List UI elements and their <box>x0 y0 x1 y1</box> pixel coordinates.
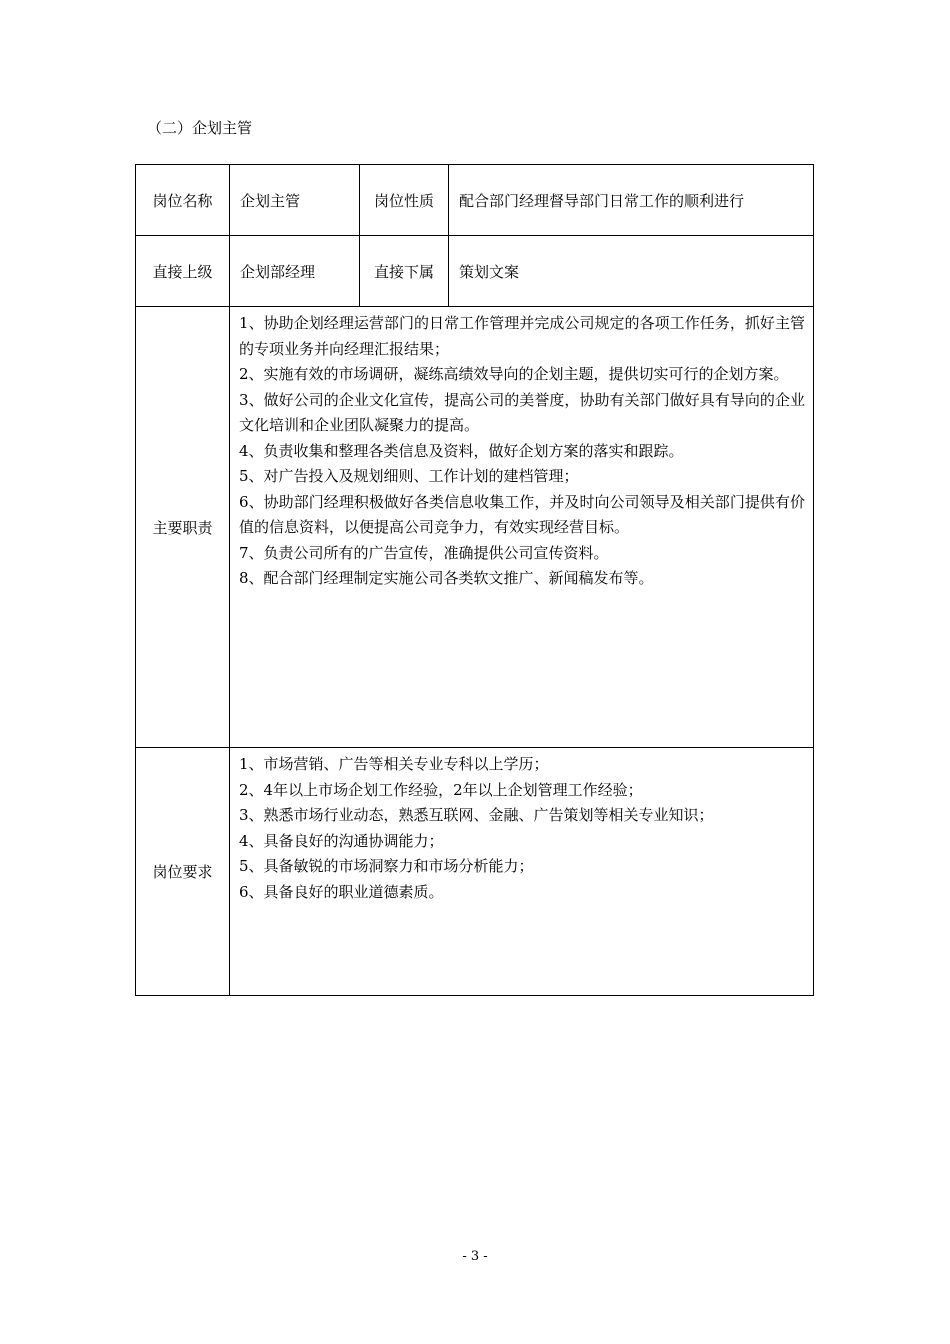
value-position-nature: 配合部门经理督导部门日常工作的顺利进行 <box>449 165 814 236</box>
label-requirements: 岗位要求 <box>136 748 230 996</box>
value-position-name: 企划主管 <box>230 165 360 236</box>
section-title: （二）企划主管 <box>147 119 253 137</box>
list-item: 6、具备良好的职业道德素质。 <box>239 882 444 901</box>
list-item: 7、负责公司所有的广告宣传，准确提供公司宣传资料。 <box>239 543 609 562</box>
list-item: 5、对广告投入及规划细则、工作计划的建档管理； <box>239 467 579 485</box>
requirements-cell <box>230 748 814 996</box>
list-item: 2、实施有效的市场调研，凝练高绩效导向的企划主题，提供切实可行的企划方案。 <box>239 365 789 383</box>
duties-cell <box>230 307 814 748</box>
value-direct-subordinate: 策划文案 <box>449 236 814 307</box>
duties-list <box>239 311 805 592</box>
label-direct-superior: 直接上级 <box>136 236 230 307</box>
requirements-list <box>239 752 805 905</box>
table-row-requirements <box>136 748 814 996</box>
list-item: 4、负责收集和整理各类信息及资料，做好企划方案的落实和跟踪。 <box>239 441 684 460</box>
list-item: 1、市场营销、广告等相关专业专科以上学历； <box>239 755 549 773</box>
label-position-nature: 岗位性质 <box>360 165 449 236</box>
table-row <box>136 165 814 236</box>
page-number: - 3 - <box>462 1249 488 1264</box>
table-row-duties <box>136 307 814 748</box>
table-row <box>136 236 814 307</box>
list-item: 5、具备敏锐的市场洞察力和市场分析能力； <box>239 857 534 875</box>
value-direct-superior: 企划部经理 <box>230 236 360 307</box>
label-direct-subordinate: 直接下属 <box>360 236 449 307</box>
label-position-name: 岗位名称 <box>136 165 230 236</box>
list-item: 3、做好公司的企业文化宣传，提高公司的美誉度，协助有关部门做好具有导向的企业文化培训和企业团队凝聚力的提高。 <box>239 390 805 434</box>
list-item: 3、熟悉市场行业动态，熟悉互联网、金融、广告策划等相关专业知识； <box>239 806 714 824</box>
list-item: 8、配合部门经理制定实施公司各类软文推广、新闻稿发布等。 <box>239 569 654 587</box>
list-item: 2、4年以上市场企划工作经验，2年以上企划管理工作经验； <box>239 780 643 799</box>
list-item: 4、具备良好的沟通协调能力； <box>239 831 444 850</box>
list-item: 1、协助企划经理运营部门的日常工作管理并完成公司规定的各项工作任务，抓好主管的专项业务并向经理汇报结果； <box>239 314 805 358</box>
job-description-table <box>135 164 814 996</box>
list-item: 6、协助部门经理积极做好各类信息收集工作，并及时向公司领导及相关部门提供有价值的信息资料，以便提高公司竞争力，有效实现经营目标。 <box>239 492 805 536</box>
label-main-duties: 主要职责 <box>136 307 230 748</box>
